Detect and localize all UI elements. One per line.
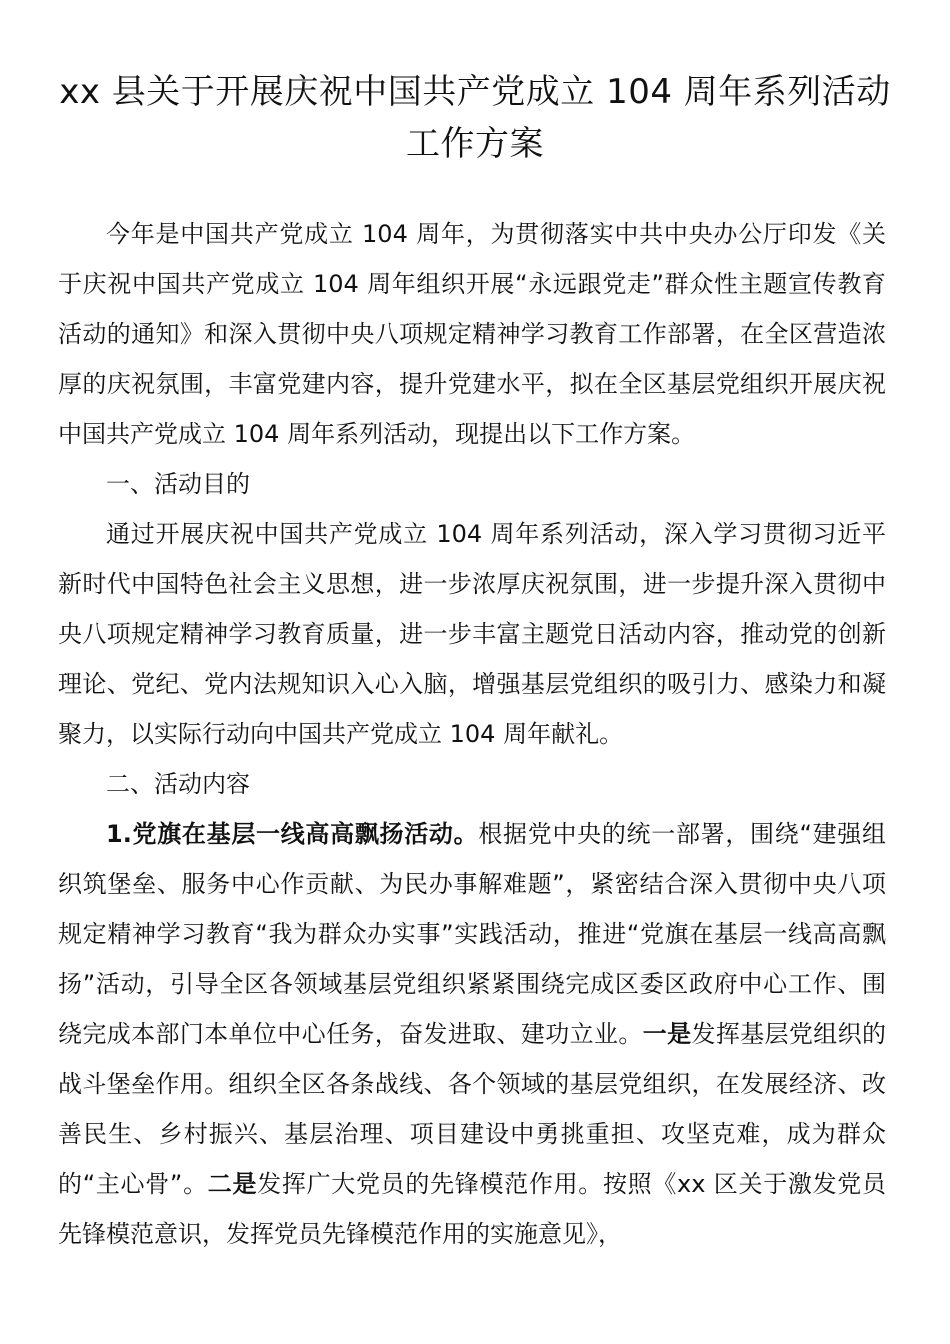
item-1-text-c: 发挥广大党员的先锋模范作用。按照《xx 区关于激发党员先锋模范意识，发挥党员先锋模范作用的实施意见》，	[58, 1170, 886, 1248]
item-1-text-a: 根据党中央的统一部署，围绕“建强组织筑堡垒、服务中心作贡献、为民办事解难题”，紧密结合深入贯彻中央八项规定精神学习教育“我为群众办实事”实践活动，推进“党旗在基层一线高高飘扬”活动，引导全区各领域基层党组织紧紧围绕完成区委区政府中心工作、围绕完成本部门本单位中心任务，奋发进取、建功立业。	[58, 820, 886, 1048]
section-1-heading: 一、活动目的	[106, 470, 250, 498]
title-line-1: xx 县关于开展庆祝中国共产党成立 104 周年系列活动	[59, 72, 891, 112]
item-1-text-b: 发挥基层党组织的战斗堡垒作用。组织全区各条战线、各个领域的基层党组织，在发展经济、改善民生、乡村振兴、基层治理、项目建设中勇挑重担、攻坚克难，成为群众的“主心骨”。	[58, 1020, 887, 1198]
document-body	[58, 209, 886, 1259]
item-1-title: 1.党旗在基层一线高高飘扬活动。	[106, 820, 479, 848]
item-1-label-2: 二是	[207, 1170, 258, 1198]
intro-paragraph: 今年是中国共产党成立 104 周年，为贯彻落实中共中央办公厅印发《关于庆祝中国共产党成立 104 周年组织开展“永远跟党走”群众性主题宣传教育活动的通知》和深入贯彻中央八项规定精神学习教育工作部署，在全区营造浓厚的庆祝氛围，丰富党建内容，提升党建水平，拟在全区基层党组织开展庆祝中国共产党成立 104 周年系列活动，现提出以下工作方案。	[58, 220, 886, 448]
title-line-2: 工作方案	[406, 124, 544, 164]
item-1-label-1: 一是	[642, 1020, 692, 1048]
item-1-paragraph	[58, 809, 886, 1259]
document-title	[40, 66, 910, 170]
section-1-paragraph: 通过开展庆祝中国共产党成立 104 周年系列活动，深入学习贯彻习近平新时代中国特色社会主义思想，进一步浓厚庆祝氛围，进一步提升深入贯彻中央八项规定精神学习教育质量，进一步丰富主题党日活动内容，推动党的创新理论、党纪、党内法规知识入心入脑，增强基层党组织的吸引力、感染力和凝聚力，以实际行动向中国共产党成立 104 周年献礼。	[58, 520, 886, 748]
section-2-heading: 二、活动内容	[106, 770, 250, 798]
